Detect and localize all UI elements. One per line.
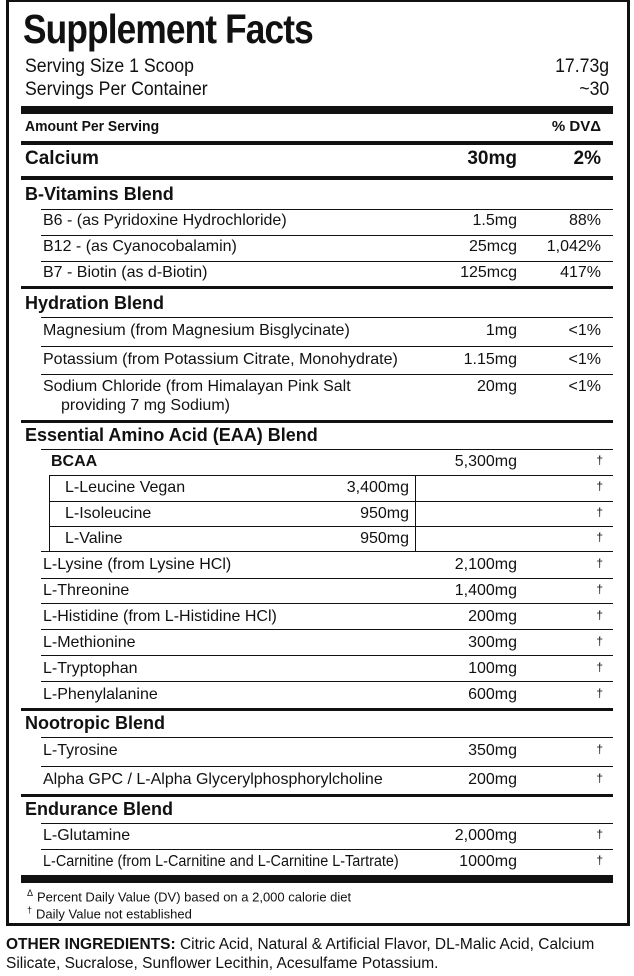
section-divider xyxy=(21,708,613,711)
thick-divider xyxy=(21,106,613,114)
carnitine-dv: † xyxy=(596,853,603,867)
methionine-amount: 300mg xyxy=(468,634,517,651)
other-ingredients-text: Citric Acid, Natural & Artificial Flavor, DL-Malic Acid, Calcium Silicate, Sucralose, Sunflower Lecithin, Acesulfame Potassium. xyxy=(6,936,595,972)
b-vitamins-heading: B-Vitamins Blend xyxy=(25,184,174,204)
tryptophan-amount: 100mg xyxy=(468,660,517,677)
calcium-name: Calcium xyxy=(25,148,99,169)
isoleucine-amount: 950mg xyxy=(360,505,409,522)
histidine-dv: † xyxy=(596,608,603,622)
leucine-amount: 3,400mg xyxy=(346,479,409,496)
b6-name: B6 - (as Pyridoxine Hydrochloride) xyxy=(43,212,287,229)
magnesium-amount: 1mg xyxy=(485,322,517,339)
calcium-amount: 30mg xyxy=(467,148,517,169)
thick-divider xyxy=(21,875,613,883)
tyrosine-dv: † xyxy=(596,742,603,756)
amount-per-serving-label: Amount Per Serving xyxy=(25,118,160,135)
endurance-heading: Endurance Blend xyxy=(25,799,174,819)
glutamine-dv: † xyxy=(596,827,603,841)
b6-dv: 88% xyxy=(568,212,601,229)
nootropic-heading: Nootropic Blend xyxy=(25,713,165,733)
phenylalanine-amount: 600mg xyxy=(468,686,517,703)
b12-amount: 25mcg xyxy=(468,238,517,255)
threonine-name: L-Threonine xyxy=(43,582,130,599)
histidine-name: L-Histidine (from L-Histidine HCl) xyxy=(43,608,277,625)
valine-name: L-Valine xyxy=(65,530,123,547)
carnitine-name: L-Carnitine (from L-Carnitine and L-Carnitine L-Tartrate) xyxy=(43,853,399,870)
sodium-name-line2: providing 7 mg Sodium) xyxy=(61,397,230,414)
leucine-name: L-Leucine Vegan xyxy=(65,479,186,496)
section-divider xyxy=(21,286,613,289)
lysine-name: L-Lysine (from Lysine HCl) xyxy=(43,556,232,573)
magnesium-dv: <1% xyxy=(568,322,601,339)
potassium-name: Potassium (from Potassium Citrate, Monohydrate) xyxy=(43,351,398,368)
potassium-dv: <1% xyxy=(568,351,601,368)
serving-size-label: Serving Size 1 Scoop xyxy=(25,56,194,77)
glutamine-name: L-Glutamine xyxy=(43,827,131,844)
serving-size-row xyxy=(25,56,609,78)
servings-per-container-row xyxy=(25,79,609,101)
panel-title: Supplement Facts xyxy=(23,6,313,52)
tyrosine-name: L-Tyrosine xyxy=(43,742,118,759)
b12-name: B12 - (as Cyanocobalamin) xyxy=(43,238,237,255)
threonine-dv: † xyxy=(596,582,603,596)
dv-footnote xyxy=(27,888,351,904)
valine-dv: † xyxy=(596,530,603,544)
b7-dv: 417% xyxy=(560,264,601,281)
section-divider xyxy=(21,420,613,423)
medium-divider xyxy=(21,141,613,145)
delta-symbol: Δ xyxy=(27,888,34,898)
magnesium-name: Magnesium (from Magnesium Bisglycinate) xyxy=(43,322,350,339)
sodium-name-line1: Sodium Chloride (from Himalayan Pink Salt xyxy=(43,378,351,395)
alpha-gpc-dv: † xyxy=(596,771,603,785)
carnitine-amount: 1000mg xyxy=(459,853,517,870)
threonine-amount: 1,400mg xyxy=(454,582,517,599)
bcaa-amount: 5,300mg xyxy=(454,453,517,470)
serving-size-value: 17.73g xyxy=(554,56,609,77)
dv-header-label: % DVΔ xyxy=(551,118,601,135)
histidine-amount: 200mg xyxy=(468,608,517,625)
dagger-footnote xyxy=(27,905,192,921)
medium-divider xyxy=(21,176,613,180)
tryptophan-name: L-Tryptophan xyxy=(43,660,138,677)
dv-footnote-text: Percent Daily Value (DV) based on a 2,000 calorie diet xyxy=(37,889,352,905)
potassium-amount: 1.15mg xyxy=(463,351,517,368)
dagger-footnote-text: Daily Value not established xyxy=(36,906,192,922)
bcaa-dv: † xyxy=(596,453,603,467)
supplement-facts-panel xyxy=(6,0,630,926)
isoleucine-dv: † xyxy=(596,505,603,519)
leucine-dv: † xyxy=(596,479,603,493)
eaa-heading: Essential Amino Acid (EAA) Blend xyxy=(25,425,318,445)
alpha-gpc-name: Alpha GPC / L-Alpha Glycerylphosphorylcholine xyxy=(43,771,383,788)
b12-dv: 1,042% xyxy=(546,238,601,255)
phenylalanine-dv: † xyxy=(596,686,603,700)
methionine-dv: † xyxy=(596,634,603,648)
methionine-name: L-Methionine xyxy=(43,634,136,651)
other-ingredients-label: OTHER INGREDIENTS: xyxy=(6,936,176,953)
lysine-amount: 2,100mg xyxy=(454,556,517,573)
hydration-heading: Hydration Blend xyxy=(25,293,165,313)
tyrosine-amount: 350mg xyxy=(468,742,517,759)
sodium-dv: <1% xyxy=(568,378,601,395)
b6-amount: 1.5mg xyxy=(472,212,517,229)
phenylalanine-name: L-Phenylalanine xyxy=(43,686,158,703)
lysine-dv: † xyxy=(596,556,603,570)
calcium-dv: 2% xyxy=(573,148,601,169)
bcaa-name: BCAA xyxy=(51,453,98,470)
section-divider xyxy=(21,794,613,797)
servings-per-container-value: ~30 xyxy=(579,79,609,100)
valine-amount: 950mg xyxy=(360,530,409,547)
b7-name: B7 - Biotin (as d-Biotin) xyxy=(43,264,208,281)
alpha-gpc-amount: 200mg xyxy=(468,771,517,788)
sodium-amount: 20mg xyxy=(476,378,517,395)
dagger-symbol: † xyxy=(27,905,33,915)
glutamine-amount: 2,000mg xyxy=(454,827,517,844)
other-ingredients xyxy=(6,935,630,973)
b7-amount: 125mcg xyxy=(460,264,517,281)
servings-per-container-label: Servings Per Container xyxy=(25,79,208,100)
tryptophan-dv: † xyxy=(596,660,603,674)
isoleucine-name: L-Isoleucine xyxy=(65,505,152,522)
